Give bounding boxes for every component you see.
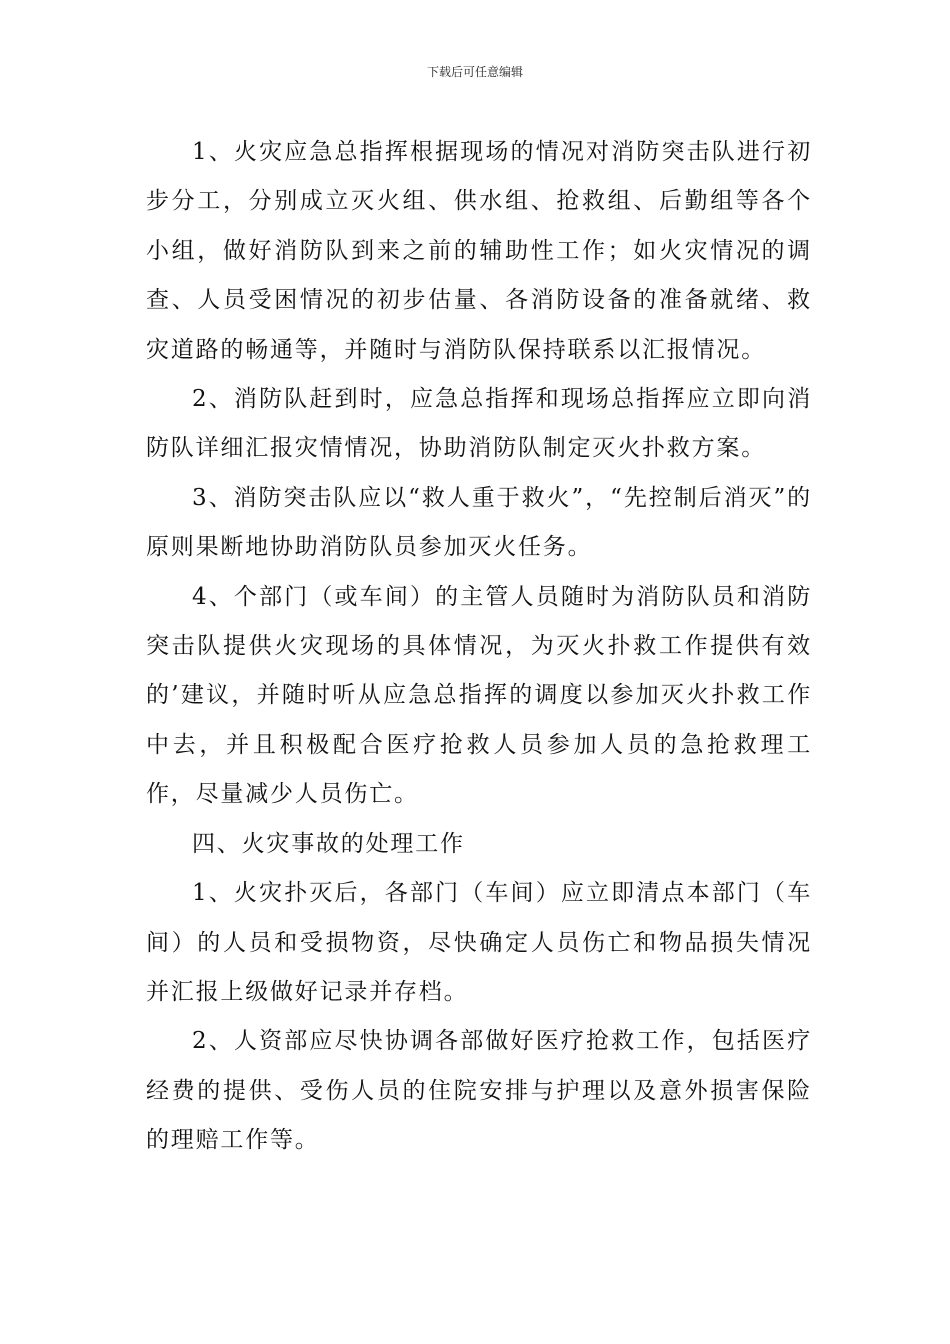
- paragraph-2: 2、消防队赶到时，应急总指挥和现场总指挥应立即向消防队详细汇报灾情情况，协助消防队制定灭火扑救方案。: [146, 386, 812, 462]
- paragraph-3: 3、消防突击队应以“救人重于救火”，“先控制后消灭”的原则果断地协助消防队员参加灭火任务。: [146, 484, 812, 561]
- document-body: [146, 128, 812, 1166]
- section-heading: 四、火灾事故的处理工作: [192, 830, 465, 857]
- paragraph-5: 1、火灾扑灭后，各部门（车间）应立即清点本部门（车间）的人员和受损物资，尽快确定人员伤亡和物品损失情况并汇报上级做好记录并存档。: [146, 880, 812, 1005]
- paragraph-1: 1、火灾应急总指挥根据现场的情况对消防突击队进行初步分工，分别成立灭火组、供水组、抢救组、后勤组等各个小组，做好消防队到来之前的辅助性工作；如火灾情况的调查、人员受困情况的初步估量、各消防设备的准备就绪、救灾道路的畅通等，并随时与消防队保持联系以汇报情况。: [146, 139, 812, 363]
- paragraph-6: 2、人资部应尽快协调各部做好医疗抢救工作，包括医疗经费的提供、受伤人员的住院安排与护理以及意外损害保险的理赔工作等。: [146, 1028, 812, 1154]
- paragraph-4: 4、个部门（或车间）的主管人员随时为消防队员和消防突击队提供火灾现场的具体情况，为灭火扑救工作提供有效的’建议，并随时听从应急总指挥的调度以参加灭火扑救工作中去，并且积极配合医疗抢救人员参加人员的急抢救理工作，尽量减少人员伤亡。: [146, 583, 812, 808]
- page-header-note: 下载后可任意编辑: [426, 65, 523, 79]
